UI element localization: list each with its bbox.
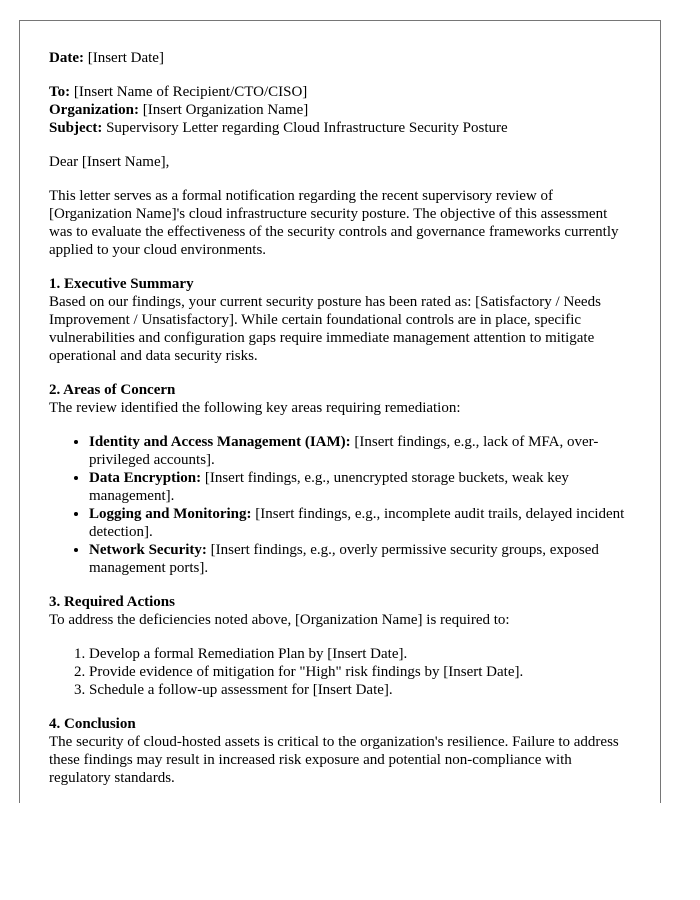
list-item	[89, 541, 632, 577]
section-executive-summary	[49, 275, 632, 365]
actions-list	[49, 645, 632, 699]
date-line	[49, 49, 632, 67]
item-label: Identity and Access Management (IAM):	[89, 434, 351, 450]
section-conclusion	[49, 715, 632, 787]
section-body: The security of cloud-hosted assets is critical to the organization's resilience. Failure to address these findings may result in increased risk exposure and potential non-compliance with regulatory standards.	[49, 734, 619, 786]
list-item: 1. Develop a formal Remediation Plan by [Insert Date].	[89, 645, 632, 663]
list-item	[89, 505, 632, 541]
date-label: Date:	[49, 50, 84, 66]
section-title: 4. Conclusion	[49, 716, 136, 732]
item-label: Network Security:	[89, 542, 207, 558]
to-line	[49, 83, 632, 101]
section-body: The review identified the following key areas requiring remediation:	[49, 400, 461, 416]
address-block	[49, 83, 632, 137]
item-text: [Insert findings, e.g., incomplete audit trails, delayed incident detection].	[89, 506, 625, 540]
item-label: Logging and Monitoring:	[89, 506, 252, 522]
item-text: [Insert findings, e.g., lack of MFA, over-privileged accounts].	[89, 434, 599, 468]
salutation: Dear [Insert Name],	[49, 154, 170, 170]
section-title: 1. Executive Summary	[49, 276, 194, 292]
section-body: Based on our findings, your current security posture has been rated as: [Satisfactory / Needs Improvement / Unsatisfactory]. While certain foundational controls are in place, specific vulnerabilities and configuration gaps require immediate management attention to mitigate operational and data security risks.	[49, 294, 601, 364]
letter-page	[19, 20, 661, 803]
section-title: 3. Required Actions	[49, 594, 175, 610]
to-value: [Insert Name of Recipient/CTO/CISO]	[73, 84, 308, 100]
organization-value: [Insert Organization Name]	[142, 102, 309, 118]
subject-line	[49, 119, 632, 137]
list-item: 3. Schedule a follow-up assessment for [Insert Date].	[89, 681, 632, 699]
organization-label: Organization:	[49, 102, 139, 118]
item-label: Data Encryption:	[89, 470, 202, 486]
date-value: [Insert Date]	[87, 50, 164, 66]
section-title: 2. Areas of Concern	[49, 382, 176, 398]
to-label: To:	[49, 84, 71, 100]
section-body: To address the deficiencies noted above, [Organization Name] is required to:	[49, 612, 510, 628]
section-required-actions	[49, 593, 632, 699]
subject-value: Supervisory Letter regarding Cloud Infrastructure Security Posture	[106, 120, 508, 136]
list-item	[89, 469, 632, 505]
intro-paragraph: This letter serves as a formal notification regarding the recent supervisory review of [Organization Name]'s cloud infrastructure security posture. The objective of this assessment was to evaluate the effectiveness of the security controls and governance frameworks currently applied to your cloud environments.	[49, 188, 619, 258]
organization-line	[49, 101, 632, 119]
item-text: [Insert findings, e.g., overly permissive security groups, exposed management ports].	[89, 542, 599, 576]
list-item	[89, 433, 632, 469]
list-item: 2. Provide evidence of mitigation for "High" risk findings by [Insert Date].	[89, 663, 632, 681]
section-areas-of-concern	[49, 381, 632, 577]
concerns-list	[49, 433, 632, 577]
subject-label: Subject:	[49, 120, 103, 136]
item-text: [Insert findings, e.g., unencrypted storage buckets, weak key management].	[89, 470, 569, 504]
